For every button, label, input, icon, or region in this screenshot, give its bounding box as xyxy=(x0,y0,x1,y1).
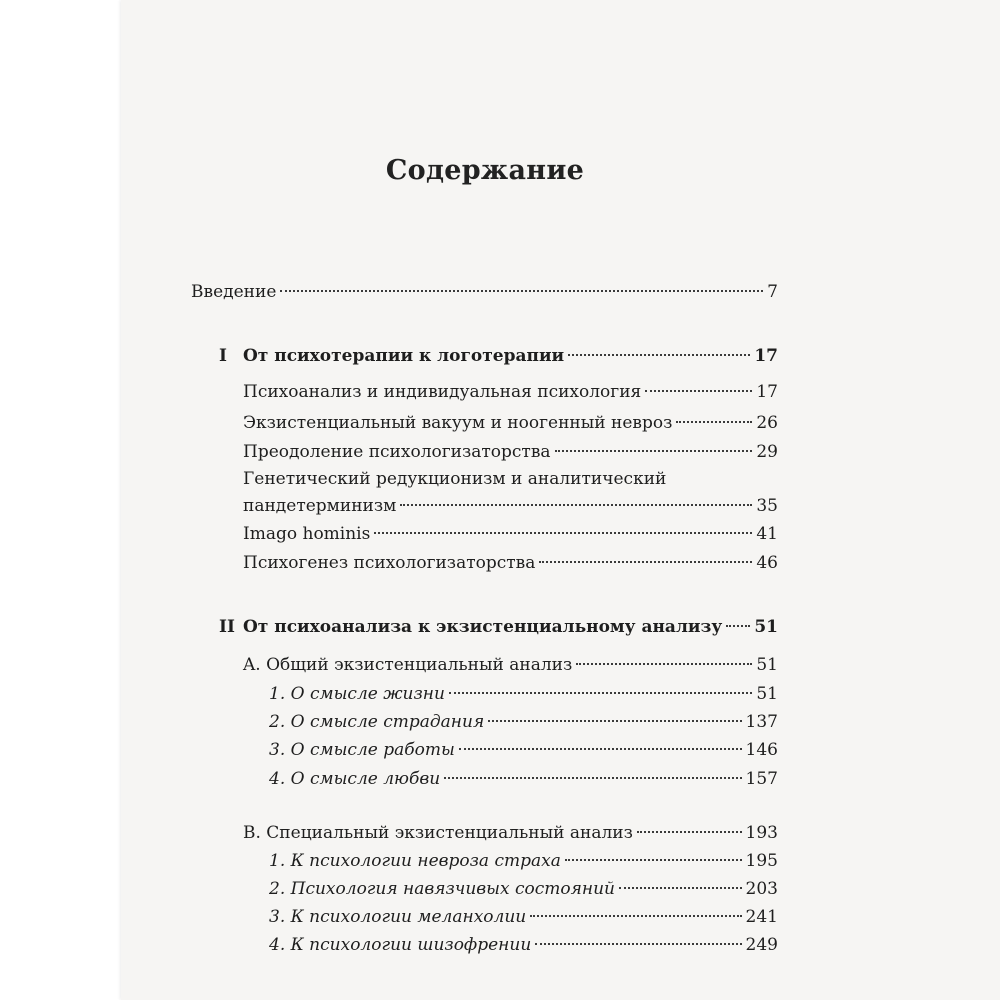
dot-leader xyxy=(374,532,752,534)
dot-leader xyxy=(400,504,752,506)
dot-leader xyxy=(645,390,752,392)
book-page xyxy=(121,0,1000,1000)
toc-entry[interactable] xyxy=(269,931,778,959)
toc-entry-page: 26 xyxy=(756,413,778,433)
toc-entry-label: Психоанализ и индивидуальная психология xyxy=(243,382,642,402)
toc-entry[interactable] xyxy=(269,875,778,903)
toc-entry-page: 203 xyxy=(745,879,778,899)
toc-entry-page: 41 xyxy=(756,524,778,544)
toc-entry-page: 249 xyxy=(745,935,778,955)
toc-entry-page: 157 xyxy=(745,769,778,789)
toc-entry-label: пандетерминизм xyxy=(243,496,397,516)
part-numeral: II xyxy=(219,617,235,637)
toc-entry-section-a[interactable] xyxy=(243,651,778,679)
dot-leader xyxy=(576,663,752,665)
toc-entry-label: От психоанализа к экзистенциальному анализу xyxy=(243,617,723,637)
dot-leader xyxy=(444,777,741,779)
toc-entry-page: 241 xyxy=(745,907,778,927)
dot-leader xyxy=(459,748,742,750)
dot-leader xyxy=(535,943,741,945)
toc-entry-label: B. Специальный экзистенциальный анализ xyxy=(243,823,633,843)
toc-entry-label: 1. О смысле жизни xyxy=(269,684,445,704)
toc-entry-label: Введение xyxy=(191,282,277,302)
page-title: Содержание xyxy=(385,155,585,186)
toc-entry-page: 193 xyxy=(745,823,778,843)
toc-entry-page: 51 xyxy=(756,655,778,675)
part-numeral: I xyxy=(219,346,227,366)
dot-leader xyxy=(488,720,741,722)
toc-entry-label: От психотерапии к логотерапии xyxy=(243,346,565,366)
toc-entry-page: 46 xyxy=(756,553,778,573)
toc-entry[interactable] xyxy=(269,903,778,931)
toc-entry[interactable] xyxy=(269,847,778,875)
toc-entry-page: 29 xyxy=(756,442,778,462)
toc-entry-page: 7 xyxy=(767,282,778,302)
dot-leader xyxy=(530,915,741,917)
toc-entry-label: A. Общий экзистенциальный анализ xyxy=(243,655,573,675)
toc-entry[interactable] xyxy=(243,438,778,466)
toc-entry-section-b[interactable] xyxy=(243,819,778,847)
toc-entry-page: 51 xyxy=(754,617,778,637)
toc-entry[interactable] xyxy=(269,708,778,736)
toc-entry[interactable] xyxy=(243,520,778,548)
dot-leader xyxy=(568,354,750,356)
toc-entry-part1[interactable] xyxy=(243,342,778,370)
toc-entry[interactable] xyxy=(243,378,778,406)
toc-entry[interactable] xyxy=(243,549,778,577)
toc-entry-label: Психогенез психологизаторства xyxy=(243,553,536,573)
toc-entry-label: 2. Психология навязчивых состояний xyxy=(269,879,615,899)
dot-leader xyxy=(619,887,742,889)
toc-entry-label: Imago hominis xyxy=(243,524,371,544)
dot-leader xyxy=(449,692,752,694)
toc-entry-label: Преодоление психологизаторства xyxy=(243,442,551,462)
toc-entry-label-line1: Генетический редукционизм и аналитический xyxy=(243,469,667,489)
toc-entry[interactable] xyxy=(243,409,778,437)
toc-entry-page: 146 xyxy=(745,740,778,760)
toc-entry-label: 2. О смысле страдания xyxy=(269,712,485,732)
dot-leader xyxy=(676,421,752,423)
dot-leader xyxy=(539,561,752,563)
dot-leader xyxy=(726,625,750,627)
toc-entry-label: 3. К психологии меланхолии xyxy=(269,907,527,927)
toc-entry-label: Экзистенциальный вакуум и ноогенный невроз xyxy=(243,413,673,433)
toc-entry[interactable] xyxy=(269,680,778,708)
toc-entry-page: 51 xyxy=(756,684,778,704)
toc-entry-page: 195 xyxy=(745,851,778,871)
dot-leader xyxy=(565,859,742,861)
toc-entry-part2[interactable] xyxy=(243,613,778,641)
toc-entry[interactable] xyxy=(269,765,778,793)
toc-entry-page: 35 xyxy=(756,496,778,516)
toc-entry-page: 17 xyxy=(754,346,778,366)
toc-entry-label: 1. К психологии невроза страха xyxy=(269,851,561,871)
dot-leader xyxy=(280,290,763,292)
dot-leader xyxy=(555,450,753,452)
toc-entry-label: 4. О смысле любви xyxy=(269,769,441,789)
toc-entry-intro[interactable] xyxy=(191,278,778,306)
toc-entry-label: 3. О смысле работы xyxy=(269,740,455,760)
toc-entry[interactable] xyxy=(243,492,778,520)
dot-leader xyxy=(637,831,742,833)
toc-entry-label: 4. К психологии шизофрении xyxy=(269,935,532,955)
toc-entry[interactable] xyxy=(269,736,778,764)
toc-entry-page: 17 xyxy=(756,382,778,402)
toc-entry-page: 137 xyxy=(745,712,778,732)
